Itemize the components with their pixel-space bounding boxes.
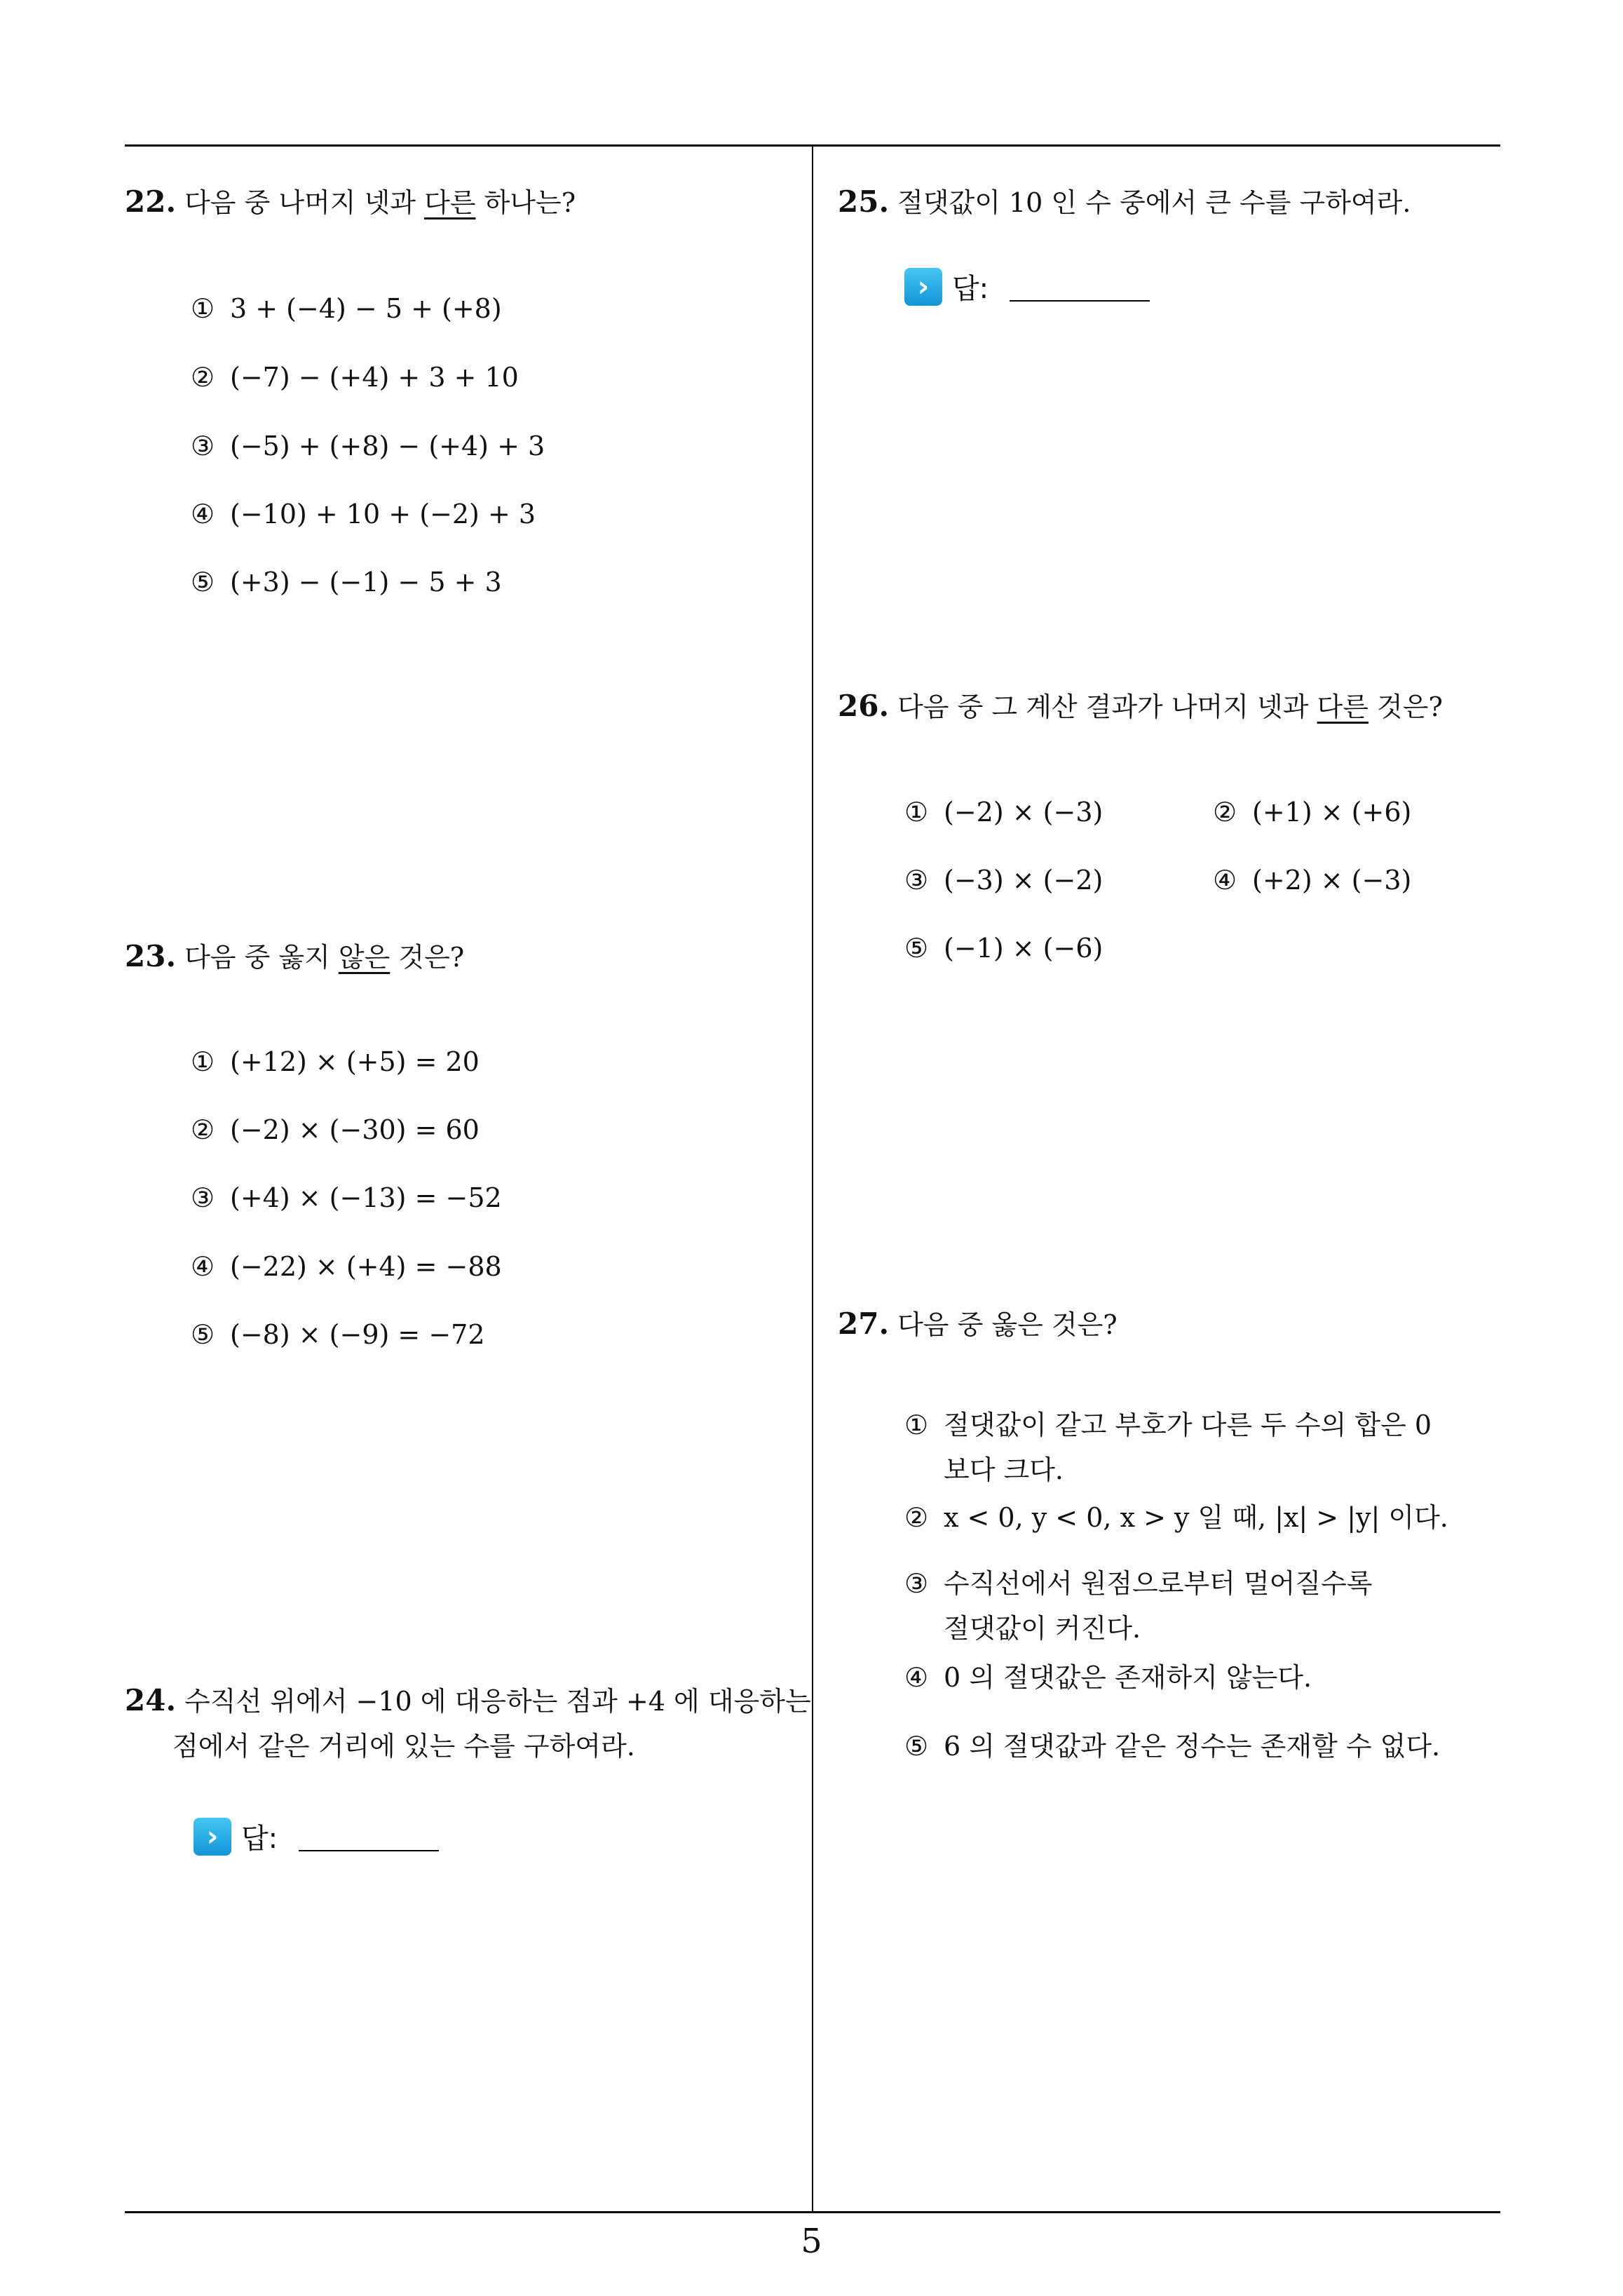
q22-option-3[interactable] [191, 424, 545, 468]
option-mark: ② [191, 1114, 215, 1145]
option-text-continued: 보다 크다. [944, 1454, 1064, 1485]
answer-blank[interactable] [1010, 300, 1150, 302]
underlined-word: 다른 [1317, 691, 1369, 722]
question-text: 다음 중 그 계산 결과가 나머지 넷과 [897, 691, 1317, 722]
q25-answer [904, 266, 1150, 306]
question-27 [838, 1302, 1118, 1347]
q22-option-1[interactable] [191, 286, 502, 331]
chevron-right-icon: › [193, 1818, 231, 1856]
q26-option-1[interactable] [904, 790, 1103, 835]
option-mark: ① [191, 1046, 215, 1077]
q27-option-1[interactable] [904, 1403, 1493, 1492]
option-mark: ① [904, 1410, 929, 1440]
question-text-end: 것은? [1368, 691, 1443, 722]
q27-option-4[interactable] [904, 1655, 1312, 1700]
q26-option-2[interactable] [1213, 790, 1411, 835]
question-number: 27. [838, 1306, 890, 1341]
option-text: (+12) × (+5) = 20 [230, 1046, 480, 1077]
option-text: 0 의 절댓값은 존재하지 않는다. [944, 1662, 1312, 1693]
underlined-word: 다른 [424, 187, 476, 218]
question-number: 23. [125, 939, 177, 973]
question-text-line-2: 점에서 같은 거리에 있는 수를 구하여라. [172, 1731, 635, 1762]
question-25 [838, 180, 1411, 225]
q24-answer [193, 1816, 439, 1856]
option-text: (+2) × (−3) [1252, 865, 1412, 896]
option-text: (−22) × (+4) = −88 [230, 1251, 502, 1282]
option-mark: ⑤ [191, 1319, 215, 1350]
question-text-end: 것은? [390, 942, 465, 973]
option-mark: ⑤ [191, 567, 215, 597]
q27-option-2[interactable] [904, 1495, 1448, 1540]
option-mark: ② [904, 1502, 929, 1533]
q22-option-5[interactable] [191, 560, 502, 605]
q26-option-5[interactable] [904, 926, 1103, 971]
answer-label: 답: [952, 273, 989, 305]
option-text: (−7) − (+4) + 3 + 10 [230, 362, 519, 393]
option-mark: ② [191, 362, 215, 393]
question-text: 다음 중 나머지 넷과 [184, 187, 425, 218]
question-22 [125, 180, 576, 225]
question-number: 22. [125, 184, 177, 219]
page-number: 5 [801, 2222, 822, 2261]
option-mark: ④ [191, 499, 215, 529]
question-24 [125, 1678, 811, 1769]
option-text: (−1) × (−6) [944, 933, 1103, 964]
answer-blank[interactable] [299, 1850, 439, 1851]
option-text: (−2) × (−30) = 60 [230, 1114, 480, 1145]
question-text: 다음 중 옳지 [184, 942, 339, 973]
q27-option-5[interactable] [904, 1724, 1440, 1769]
option-mark: ③ [191, 431, 215, 461]
option-mark: ① [191, 293, 215, 324]
option-mark: ④ [904, 1662, 929, 1693]
q26-option-3[interactable] [904, 858, 1103, 903]
option-mark: ④ [1213, 865, 1237, 896]
option-mark: ⑤ [904, 933, 929, 964]
question-number: 24. [125, 1683, 177, 1717]
question-23 [125, 934, 464, 980]
column-divider [812, 144, 813, 2213]
option-mark: ① [904, 797, 929, 828]
q23-option-2[interactable] [191, 1107, 480, 1152]
underlined-word: 않은 [338, 942, 391, 973]
q27-option-3[interactable] [904, 1561, 1493, 1651]
q23-option-5[interactable] [191, 1312, 485, 1357]
option-text: (−3) × (−2) [944, 865, 1103, 896]
option-text: (−5) + (+8) − (+4) + 3 [230, 431, 545, 461]
chevron-right-icon: › [904, 268, 942, 306]
q23-option-1[interactable] [191, 1039, 480, 1084]
option-mark: ③ [904, 865, 929, 896]
option-text: 6 의 절댓값과 같은 정수는 존재할 수 없다. [944, 1731, 1441, 1762]
option-text: 절댓값이 같고 부호가 다른 두 수의 합은 0 [944, 1410, 1432, 1440]
q23-option-3[interactable] [191, 1175, 502, 1220]
question-text-line-1: 수직선 위에서 −10 에 대응하는 점과 +4 에 대응하는 [184, 1686, 811, 1717]
q22-option-4[interactable] [191, 492, 536, 536]
option-text: 수직선에서 원점으로부터 멀어질수록 [944, 1568, 1373, 1599]
option-mark: ② [1213, 797, 1237, 828]
q26-option-4[interactable] [1213, 858, 1411, 903]
option-mark: ⑤ [904, 1731, 929, 1762]
answer-label: 답: [241, 1823, 278, 1855]
question-text-end: 하나는? [475, 187, 576, 218]
option-text: x < 0, y < 0, x > y 일 때, |x| > |y| 이다. [944, 1502, 1448, 1533]
question-26 [838, 684, 1443, 729]
option-text: (+1) × (+6) [1252, 797, 1412, 828]
option-text: (+4) × (−13) = −52 [230, 1182, 502, 1213]
question-number: 25. [838, 184, 890, 219]
option-mark: ④ [191, 1251, 215, 1282]
option-text: (−8) × (−9) = −72 [230, 1319, 485, 1350]
question-text: 절댓값이 10 인 수 중에서 큰 수를 구하여라. [897, 187, 1411, 218]
option-text: (−10) + 10 + (−2) + 3 [230, 499, 536, 529]
option-text: (+3) − (−1) − 5 + 3 [230, 567, 502, 597]
option-mark: ③ [904, 1568, 929, 1599]
option-text-continued: 절댓값이 커진다. [944, 1613, 1141, 1644]
option-text: 3 + (−4) − 5 + (+8) [230, 293, 502, 324]
bottom-rule [125, 2211, 1500, 2213]
question-number: 26. [838, 689, 890, 723]
q22-option-2[interactable] [191, 355, 519, 400]
option-text: (−2) × (−3) [944, 797, 1103, 828]
question-text: 다음 중 옳은 것은? [897, 1309, 1118, 1340]
option-mark: ③ [191, 1182, 215, 1213]
q23-option-4[interactable] [191, 1244, 502, 1289]
